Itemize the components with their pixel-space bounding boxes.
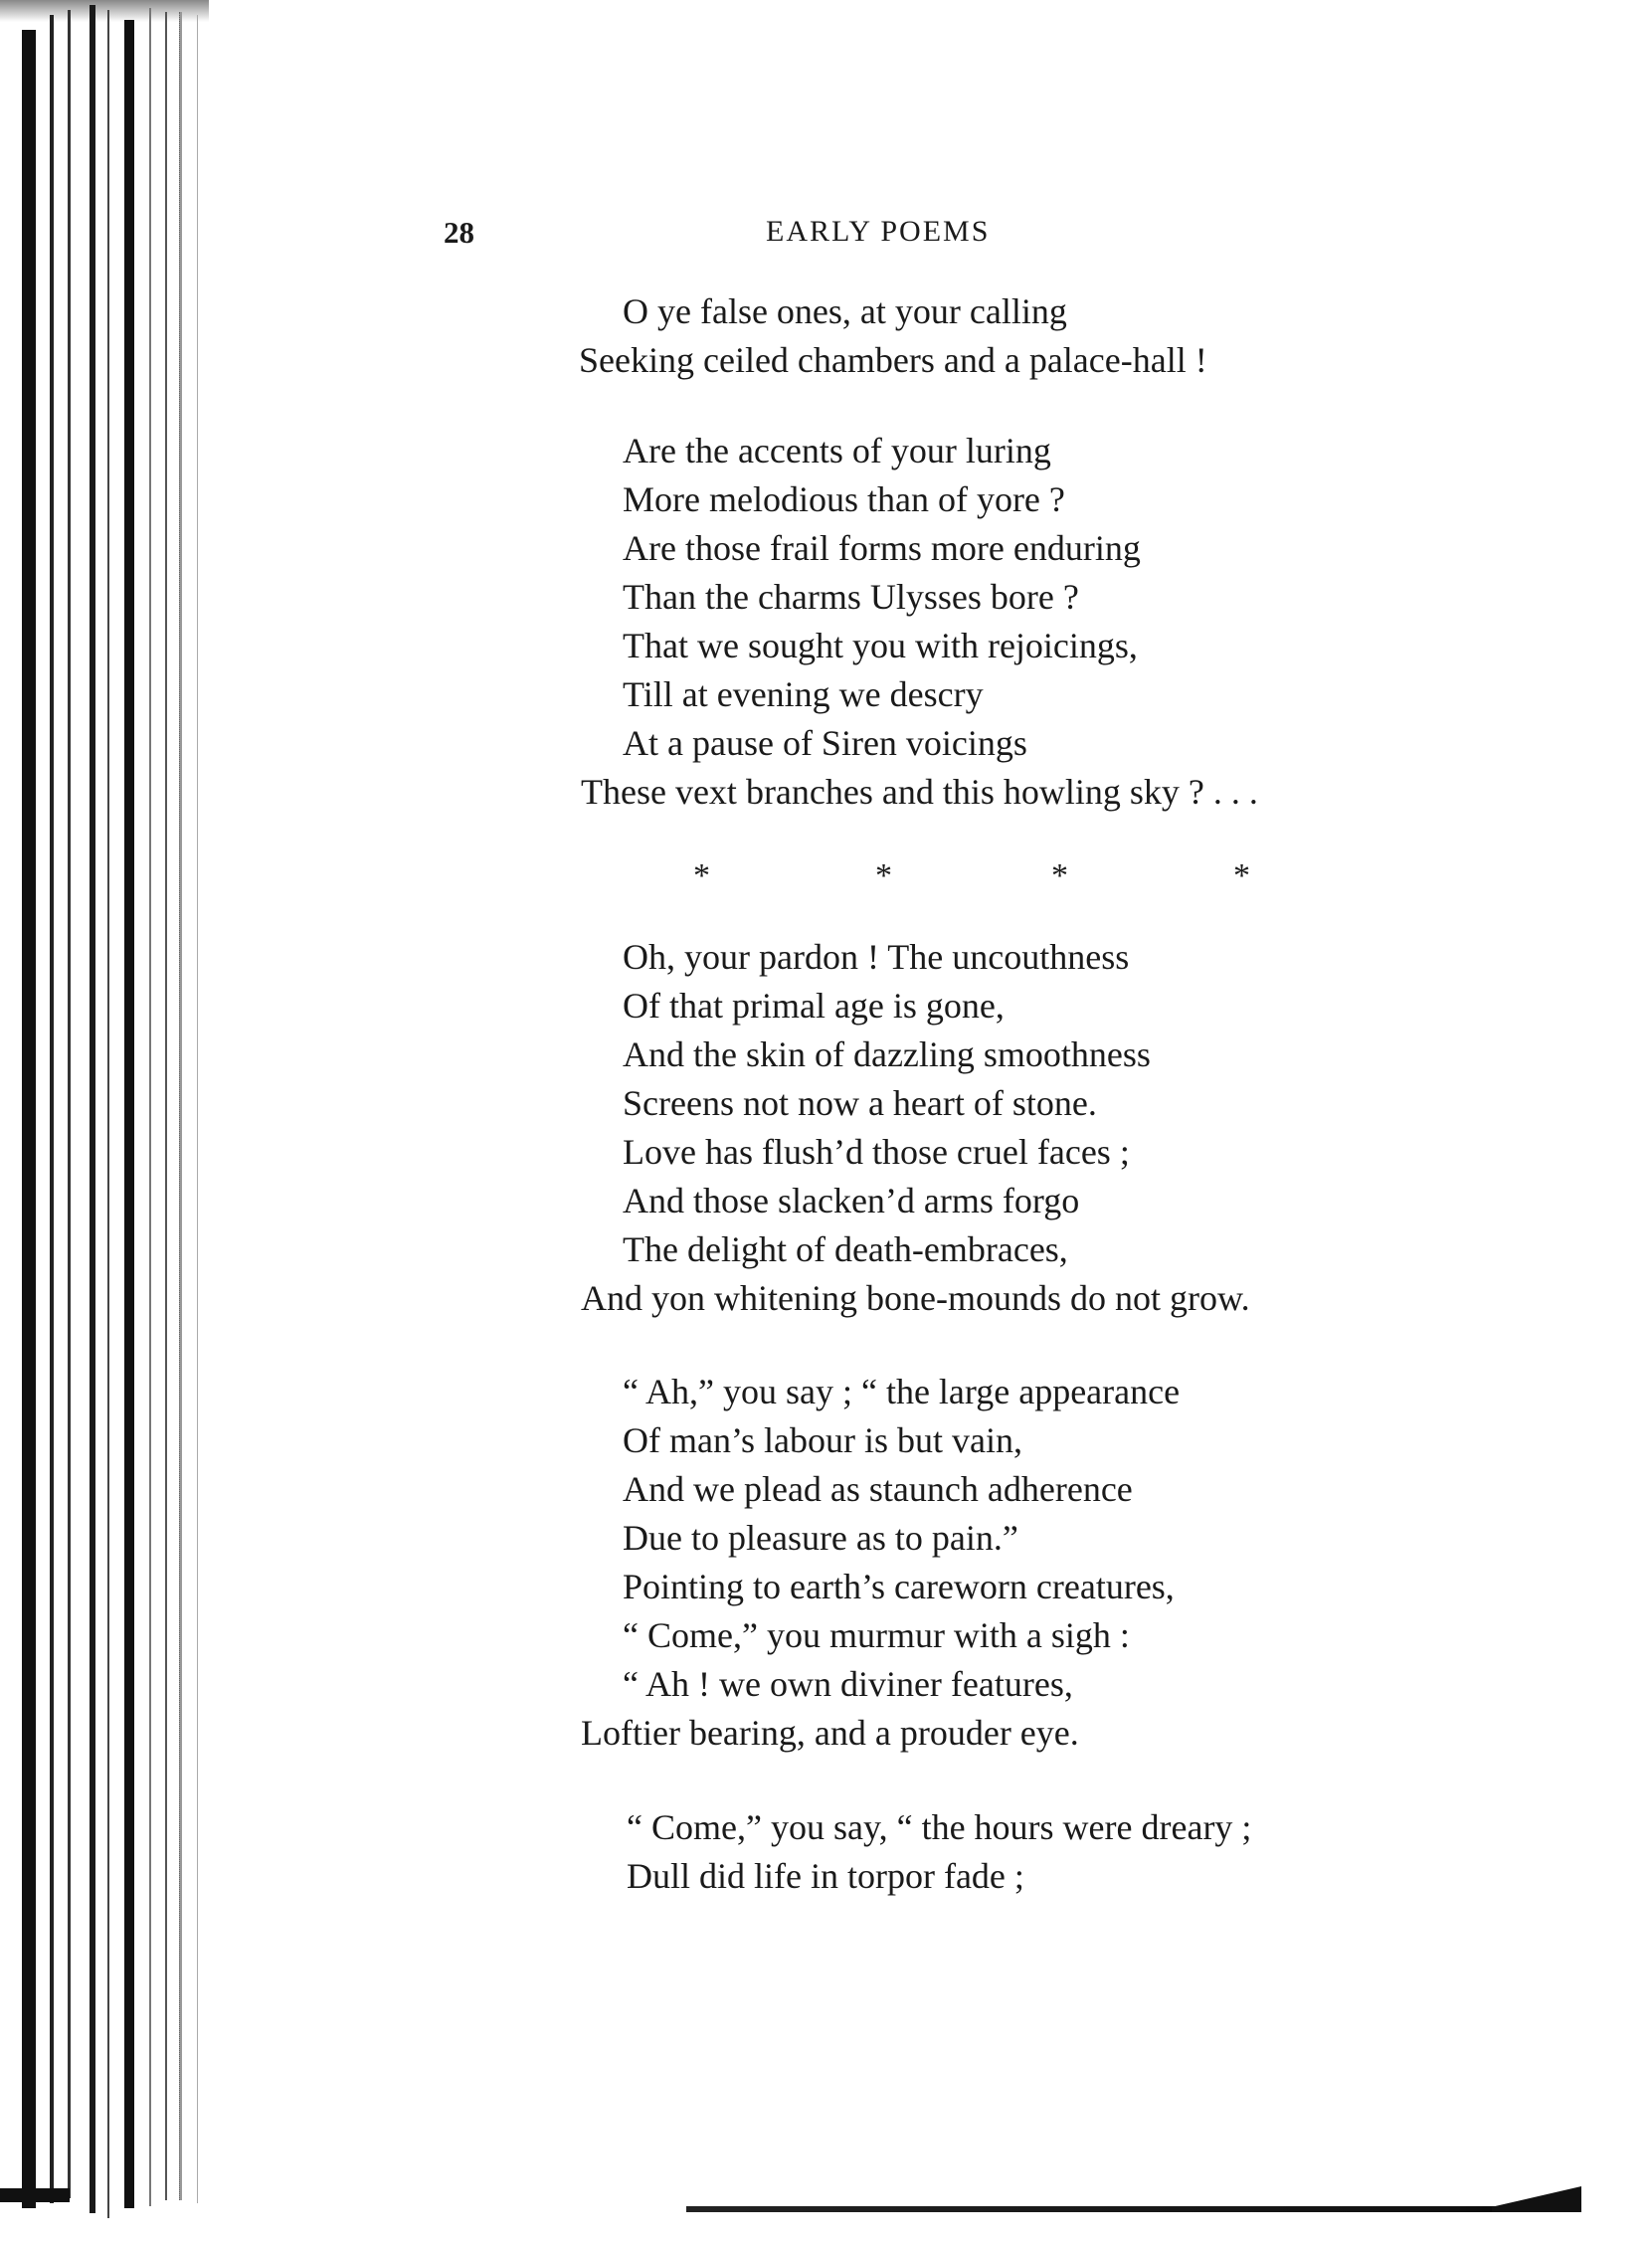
page-header [0, 215, 1652, 255]
poem-line: And those slacken’d arms forgo [623, 1181, 1080, 1220]
poem-line: Are the accents of your luring [623, 431, 1051, 470]
poem-line: Than the charms Ulysses bore ? [623, 577, 1079, 617]
poem-line: Screens not now a heart of stone. [623, 1083, 1097, 1123]
poem-line: And yon whitening bone-mounds do not grow. [581, 1278, 1250, 1318]
poem-line: Are those frail forms more enduring [623, 528, 1141, 568]
poem-line: Dull did life in torpor fade ; [627, 1856, 1024, 1896]
section-break-star: * [1233, 857, 1250, 894]
running-head: EARLY POEMS [766, 215, 991, 248]
poem-line: “ Come,” you say, “ the hours were dreary ; [627, 1807, 1252, 1847]
poem-line: At a pause of Siren voicings [623, 723, 1027, 763]
poem-line: O ye false ones, at your calling [623, 291, 1067, 331]
poem-line: Pointing to earth’s careworn creatures, [623, 1567, 1175, 1606]
bottom-rule-end [1492, 2186, 1581, 2212]
poem-line: “ Ah ! we own diviner features, [623, 1664, 1073, 1704]
poem-line: And we plead as staunch adherence [623, 1469, 1133, 1509]
poem-line: Oh, your pardon ! The uncouthness [623, 937, 1130, 977]
poem-line: “ Ah,” you say ; “ the large appearance [623, 1372, 1181, 1411]
section-break-star: * [1051, 857, 1068, 894]
page-number: 28 [444, 215, 474, 250]
poem-line: These vext branches and this howling sky ? . . . [581, 772, 1258, 812]
poem-line: Of that primal age is gone, [623, 986, 1005, 1026]
poem-line: And the skin of dazzling smoothness [623, 1034, 1151, 1074]
poem-line: Till at evening we descry [623, 674, 984, 714]
poem-line: Love has flush’d those cruel faces ; [623, 1132, 1130, 1172]
bottom-rule [686, 2206, 1581, 2212]
poem-line: More melodious than of yore ? [623, 479, 1065, 519]
poem-line: Seeking ceiled chambers and a palace-hall ! [579, 340, 1207, 380]
poem-line: The delight of death-embraces, [623, 1229, 1068, 1269]
poem-line: That we sought you with rejoicings, [623, 626, 1138, 665]
poem-line: Of man’s labour is but vain, [623, 1420, 1022, 1460]
section-break [0, 857, 1652, 897]
poem-line: Loftier bearing, and a prouder eye. [581, 1713, 1079, 1753]
binding-gutter [0, 0, 214, 2247]
poem-line: “ Come,” you murmur with a sigh : [623, 1615, 1130, 1655]
section-break-star: * [875, 857, 892, 894]
section-break-star: * [693, 857, 710, 894]
poem-line: Due to pleasure as to pain.” [623, 1518, 1018, 1558]
